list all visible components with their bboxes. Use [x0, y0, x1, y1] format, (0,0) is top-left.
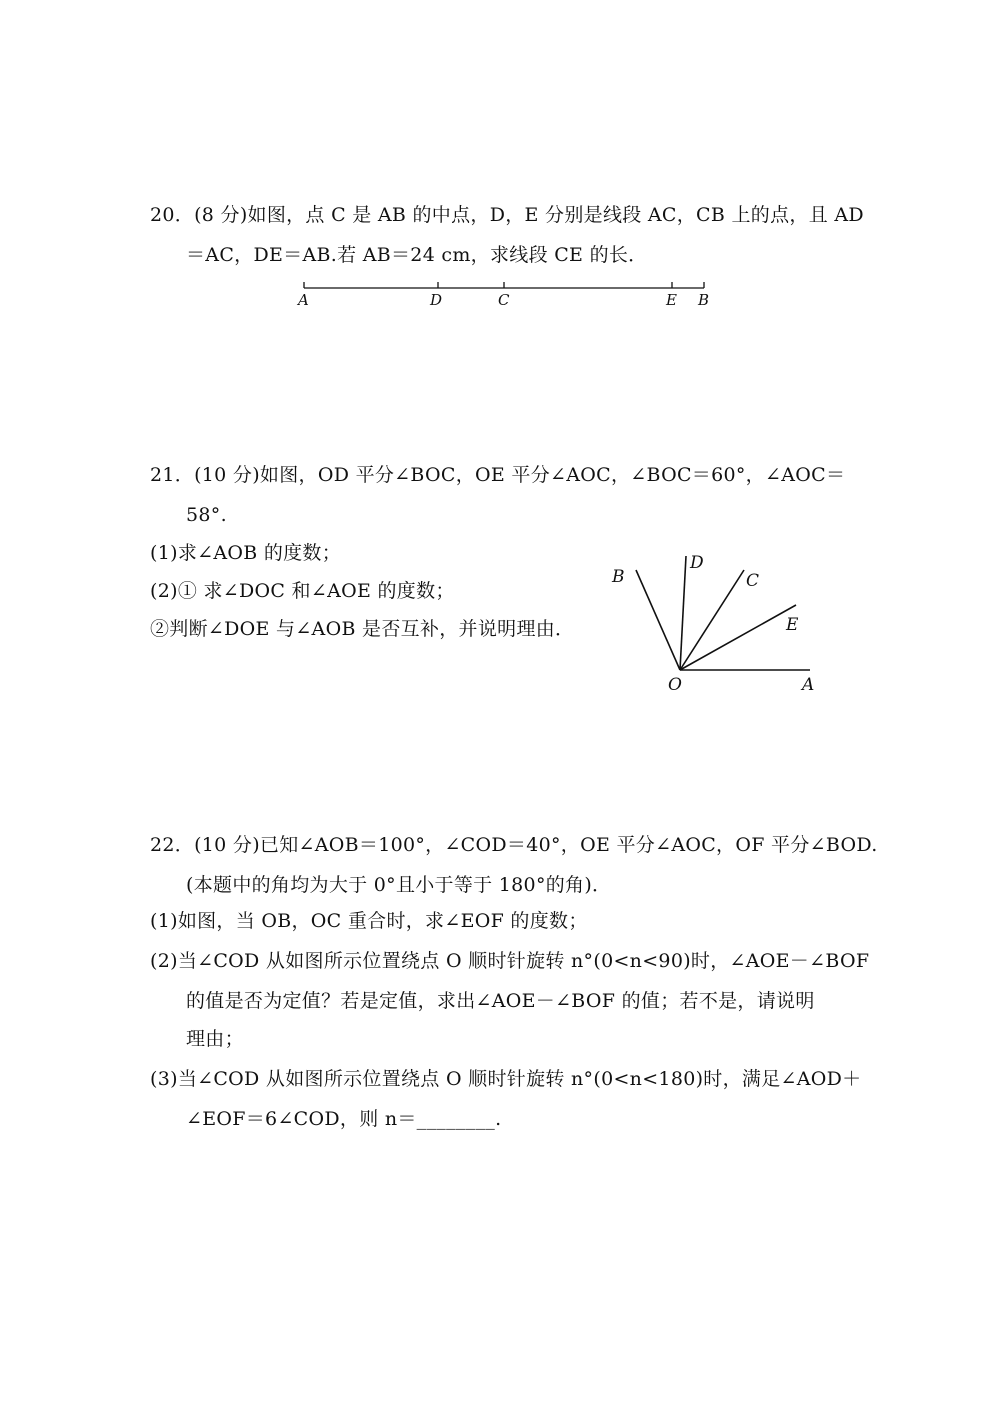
ray-ob	[636, 570, 680, 670]
q21-stem-line1: 21．(10 分)如图，OD 平分∠BOC，OE 平分∠AOC，∠BOC＝60°，∠AOC＝	[150, 464, 846, 486]
label-e: E	[786, 615, 799, 635]
q22-part2-line1: (2)当∠COD 从如图所示位置绕点 O 顺时针旋转 n°(0<n<90)时，∠AOE－∠BOF	[150, 950, 870, 972]
label-c: C	[746, 571, 760, 591]
q22-stem-line2: (本题中的角均为大于 0°且小于等于 180°的角)．	[186, 874, 612, 896]
q22-part1: (1)如图，当 OB，OC 重合时，求∠EOF 的度数；	[150, 910, 588, 932]
q21-part1: (1)求∠AOB 的度数；	[150, 542, 342, 564]
label-c: C	[498, 291, 510, 309]
q21-part2a: (2)① 求∠DOC 和∠AOE 的度数；	[150, 580, 455, 602]
q22-part2-line3: 理由；	[186, 1028, 244, 1050]
q20-stem-line2: ＝AC，DE＝AB.若 AB＝24 cm，求线段 CE 的长．	[186, 244, 648, 266]
q21-stem-line2: 58°.	[186, 504, 227, 526]
label-o: O	[668, 675, 682, 695]
label-b: B	[612, 567, 625, 587]
label-e: E	[666, 291, 677, 309]
ray-oc	[680, 570, 744, 670]
label-b: B	[698, 291, 710, 309]
ray-od	[680, 556, 686, 670]
label-d: D	[430, 291, 443, 309]
label-d: D	[690, 553, 704, 573]
q22-part2-line2: 的值是否为定值？若是定值，求出∠AOE－∠BOF 的值；若不是，请说明	[186, 990, 815, 1012]
q22-stem-line1: 22．(10 分)已知∠AOB＝100°，∠COD＝40°，OE 平分∠AOC，OF 平分∠BOD.	[150, 834, 878, 856]
ray-oe	[680, 605, 796, 670]
q22-part3-line2: ∠EOF＝6∠COD，则 n＝________.	[186, 1108, 502, 1130]
q21-part2b: ②判断∠DOE 与∠AOB 是否互补，并说明理由．	[150, 618, 575, 640]
q20-stem-line1: 20．(8 分)如图，点 C 是 AB 的中点，D，E 分别是线段 AC，CB 上的点，且 AD	[150, 204, 864, 226]
q20-segment-figure	[290, 276, 720, 312]
label-a: A	[298, 291, 309, 309]
label-a: A	[802, 675, 815, 695]
q22-part3-line1: (3)当∠COD 从如图所示位置绕点 O 顺时针旋转 n°(0<n<180)时，满足∠AOD＋	[150, 1068, 862, 1090]
q21-angle-figure	[600, 548, 840, 698]
